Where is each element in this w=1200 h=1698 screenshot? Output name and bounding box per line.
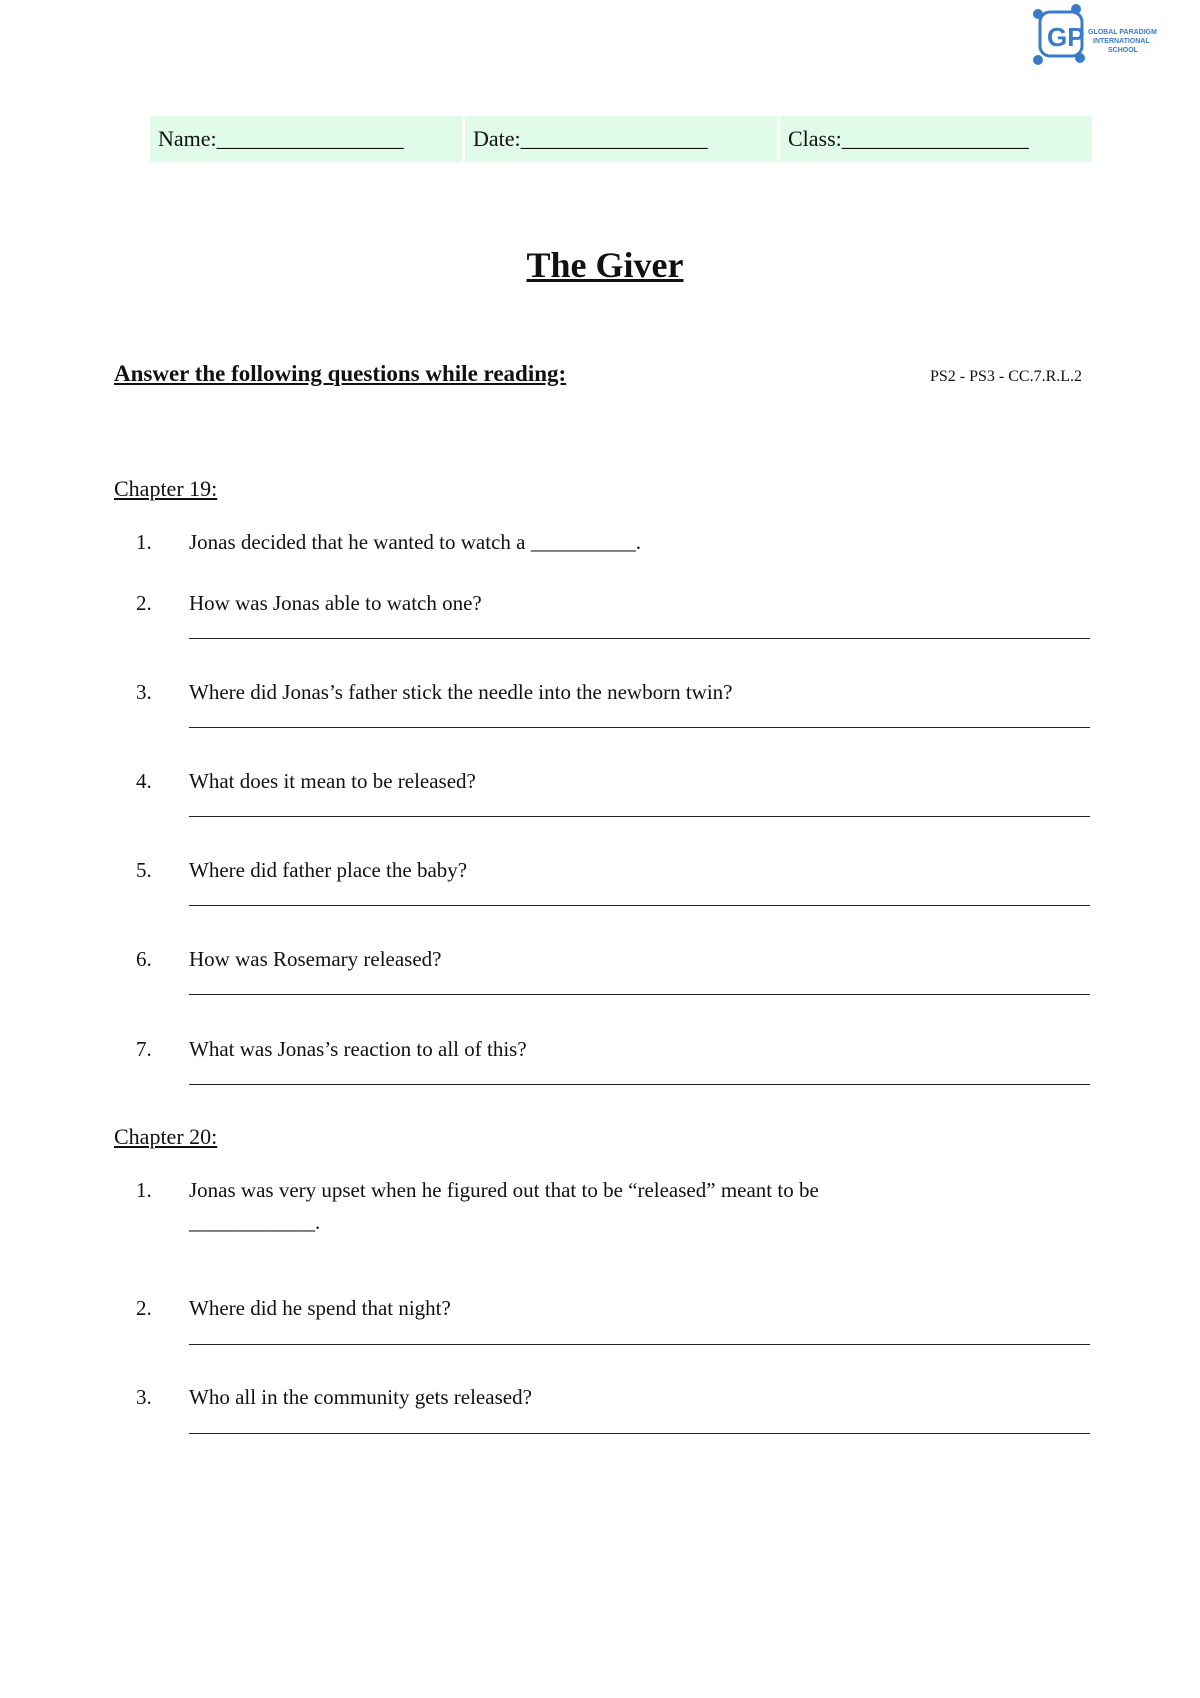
question-number: 5. [136,858,152,882]
question-number: 4. [136,769,152,793]
question-text: Where did Jonas’s father stick the needle into the newborn twin? [189,680,733,704]
instructions-heading: Answer the following questions while reading: [114,361,567,386]
class-field[interactable]: Class:_________________ [780,116,1092,162]
answer-line[interactable] [189,1084,1090,1085]
question-text: Where did he spend that night? [189,1296,451,1320]
question-text: How was Jonas able to watch one? [189,591,482,615]
chapter-20-heading: Chapter 20: [114,1124,218,1149]
question-number: 6. [136,947,152,971]
answer-line[interactable] [189,1344,1090,1345]
question-text: Who all in the community gets released? [189,1385,532,1409]
question-text: Where did father place the baby? [189,858,468,882]
standards-code: PS2 - PS3 - CC.7.R.L.2 [930,368,1083,385]
question-number: 1. [136,1178,152,1202]
answer-line[interactable] [189,638,1090,639]
question-text: What was Jonas’s reaction to all of this? [189,1037,527,1061]
question-text: How was Rosemary released? [189,947,442,971]
answer-line[interactable] [189,994,1090,995]
svg-text:SCHOOL: SCHOOL [1108,47,1138,54]
worksheet-title: The Giver [526,245,684,285]
question-number: 1. [136,530,152,554]
answer-line[interactable] [189,905,1090,906]
school-logo [1030,4,1180,71]
chapter-19-heading: Chapter 19: [114,476,218,501]
question-text: Jonas decided that he wanted to watch a __________. [189,530,641,554]
fill-in-blank[interactable]: ____________. [189,1210,321,1234]
date-field[interactable]: Date:_________________ [465,116,777,162]
svg-text:INTERNATIONAL: INTERNATIONAL [1093,38,1150,45]
question-number: 3. [136,680,152,704]
answer-line[interactable] [189,1433,1090,1434]
svg-text:GP: GP [1047,22,1085,52]
question-number: 7. [136,1037,152,1061]
name-field[interactable]: Name:_________________ [150,116,462,162]
answer-line[interactable] [189,727,1090,728]
answer-line[interactable] [189,816,1090,817]
question-number: 3. [136,1385,152,1409]
svg-text:GLOBAL PARADIGM: GLOBAL PARADIGM [1088,29,1157,36]
question-text: What does it mean to be released? [189,769,476,793]
question-text: Jonas was very upset when he figured out that to be “released” meant to be [189,1178,819,1202]
question-number: 2. [136,1296,152,1320]
question-number: 2. [136,591,152,615]
